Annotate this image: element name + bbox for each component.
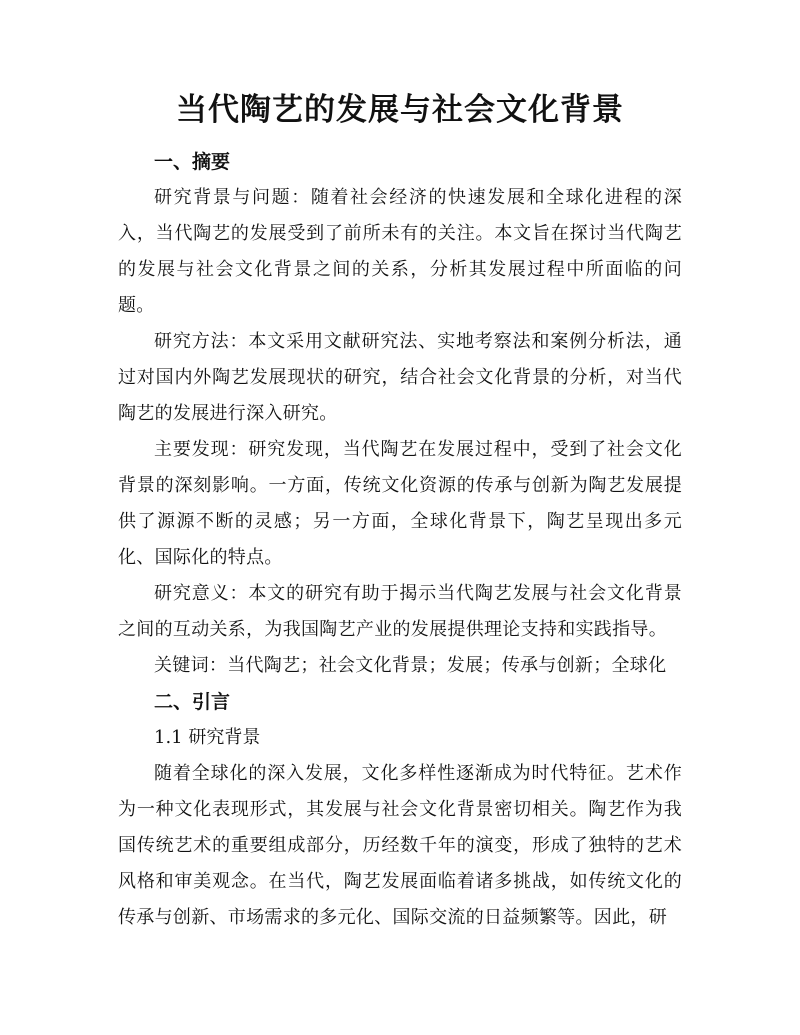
intro-subheading: 1.1 研究背景: [154, 727, 261, 748]
abstract-heading: 一、摘要: [154, 151, 231, 173]
abstract-findings-paragraph: 主要发现：研究发现，当代陶艺在发展过程中，受到了社会文化背景的深刻影响。一方面，传统文化资源的传承与创新为陶艺发展提供了源源不断的灵感；另一方面，全球化背景下，陶艺呈现出多元化、国际化的特点。: [118, 439, 682, 568]
intro-paragraph: 随着全球化的深入发展，文化多样性逐渐成为时代特征。艺术作为一种文化表现形式，其发展与社会文化背景密切相关。陶艺作为我国传统艺术的重要组成部分，历经数千年的演变，形成了独特的艺术风格和审美观念。在当代，陶艺发展面临着诸多挑战，如传统文化的传承与创新、市场需求的多元化、国际交流的日益频繁等。因此，研: [118, 763, 682, 928]
intro-heading: 二、引言: [154, 691, 231, 713]
abstract-background-paragraph: 研究背景与问题：随着社会经济的快速发展和全球化进程的深入，当代陶艺的发展受到了前所未有的关注。本文旨在探讨当代陶艺的发展与社会文化背景之间的关系，分析其发展过程中所面临的问题。: [118, 187, 682, 316]
keywords-paragraph: 关键词：当代陶艺；社会文化背景；发展；传承与创新；全球化: [154, 655, 667, 676]
abstract-method-paragraph: 研究方法：本文采用文献研究法、实地考察法和案例分析法，通过对国内外陶艺发展现状的研究，结合社会文化背景的分析，对当代陶艺的发展进行深入研究。: [118, 331, 682, 424]
document-title: 当代陶艺的发展与社会文化背景: [176, 92, 624, 128]
abstract-significance-paragraph: 研究意义：本文的研究有助于揭示当代陶艺发展与社会文化背景之间的互动关系，为我国陶艺产业的发展提供理论支持和实践指导。: [118, 583, 682, 640]
